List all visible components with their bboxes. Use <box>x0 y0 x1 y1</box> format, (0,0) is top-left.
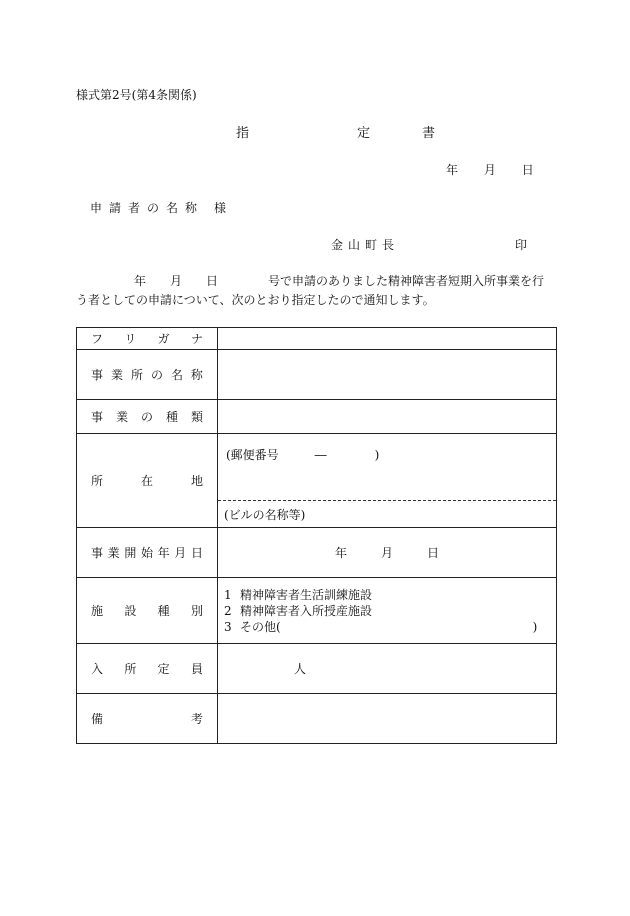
building-label: (ビルの名称等) <box>224 507 306 522</box>
label-char: 称 <box>190 368 203 382</box>
start-date-value[interactable] <box>218 528 557 578</box>
table-row <box>77 400 557 434</box>
label-char: 員 <box>190 662 203 676</box>
address-upper[interactable] <box>218 434 556 501</box>
table-row <box>77 528 557 578</box>
label-char: 別 <box>190 604 203 618</box>
furigana-value[interactable] <box>218 328 557 350</box>
label-char: 月 <box>174 546 187 560</box>
start-month: 月 <box>380 546 393 560</box>
address-value <box>218 434 557 528</box>
date-month: 月 <box>483 163 496 177</box>
label-char: 始 <box>140 546 153 560</box>
applicant-line <box>90 199 226 216</box>
label-char: 施 <box>91 604 104 618</box>
title-char: 指 <box>236 126 250 141</box>
label-char: 年 <box>157 546 170 560</box>
table-row <box>77 578 557 644</box>
facility-option[interactable] <box>224 619 556 635</box>
designation-table <box>76 327 557 744</box>
label-char: 業 <box>110 368 123 382</box>
remarks-label-cell <box>77 694 218 744</box>
address-label <box>77 472 217 489</box>
label-char: の <box>140 410 153 424</box>
label-char: 種 <box>165 410 178 424</box>
option-text: その他( ) <box>240 619 538 634</box>
issuer: 金山町長 <box>331 238 400 252</box>
label-char: 所 <box>124 662 137 676</box>
option-number: 3 <box>224 619 232 634</box>
table-row <box>77 694 557 744</box>
furigana-label <box>77 330 217 347</box>
notice-body <box>76 272 556 310</box>
label-char: 名 <box>170 368 183 382</box>
label-char: フ <box>91 332 104 346</box>
type-value[interactable] <box>218 400 557 434</box>
label-char: 設 <box>124 604 137 618</box>
facility-option[interactable] <box>224 587 556 603</box>
body-text: 号で申請のありました精神障害者短期入所事業を行う者としての申請について、次のとおり指定したので通知します。 <box>76 274 545 307</box>
label-char: 事 <box>91 410 104 424</box>
type-label <box>77 408 217 425</box>
start-day: 日 <box>427 546 440 560</box>
label-char: 定 <box>157 662 170 676</box>
option-number: 1 <box>224 587 232 602</box>
label-char: 地 <box>190 474 203 488</box>
start-label-cell <box>77 528 218 578</box>
label-char: 種 <box>157 604 170 618</box>
option-text: 精神障害者入所授産施設 <box>240 603 373 618</box>
postal-code-field: (郵便番号 ― ) <box>226 448 380 462</box>
capacity-label-cell <box>77 644 218 694</box>
title-char: 書 <box>422 126 436 141</box>
name-label <box>77 366 217 383</box>
start-year: 年 <box>334 546 347 560</box>
option-number: 2 <box>224 603 232 618</box>
body-year: 年 <box>134 274 147 288</box>
title-char: 定 <box>357 126 371 141</box>
start-date-label <box>77 544 217 561</box>
label-char: の <box>150 368 163 382</box>
table-row <box>77 328 557 350</box>
building-field[interactable] <box>218 501 556 527</box>
table-row <box>77 350 557 400</box>
label-char: ナ <box>190 332 203 346</box>
honorific: 様 <box>214 201 227 215</box>
label-char: 入 <box>91 662 104 676</box>
date-year: 年 <box>446 163 459 177</box>
table-row <box>77 644 557 694</box>
option-text: 精神障害者生活訓練施設 <box>240 587 373 602</box>
seal-mark: 印 <box>515 238 528 252</box>
label-char: 所 <box>130 368 143 382</box>
table-row <box>77 434 557 528</box>
capacity-unit: 人 <box>294 662 307 676</box>
label-char: 日 <box>190 546 203 560</box>
label-char: 開 <box>124 546 137 560</box>
label-char: リ <box>124 332 137 346</box>
body-month: 月 <box>170 274 183 288</box>
date-day: 日 <box>521 163 534 177</box>
document-title <box>236 122 435 141</box>
body-day: 日 <box>206 274 219 288</box>
remarks-value[interactable] <box>218 694 557 744</box>
facility-label-cell <box>77 578 218 644</box>
type-label-cell <box>77 400 218 434</box>
label-char: 考 <box>190 712 203 726</box>
issue-date <box>446 161 534 178</box>
label-char: 類 <box>190 410 203 424</box>
furigana-label-cell <box>77 328 218 350</box>
label-char: 所 <box>91 474 104 488</box>
label-char: 事 <box>91 546 104 560</box>
label-char: 業 <box>107 546 120 560</box>
label-char: 事 <box>91 368 104 382</box>
label-char: ガ <box>157 332 170 346</box>
label-char: 備 <box>91 712 104 726</box>
facility-type-value <box>218 578 557 644</box>
facility-option[interactable] <box>224 603 556 619</box>
capacity-label <box>77 660 217 677</box>
label-char: 在 <box>140 474 153 488</box>
name-label-cell <box>77 350 218 400</box>
facility-type-label <box>77 602 217 619</box>
remarks-label <box>77 710 217 727</box>
name-value[interactable] <box>218 350 557 400</box>
label-char: 業 <box>115 410 128 424</box>
applicant-name-label: 申請者の名称 <box>90 201 205 215</box>
form-number: 様式第2号(第4条関係) <box>76 88 197 102</box>
capacity-value[interactable] <box>218 644 557 694</box>
address-label-cell <box>77 434 218 528</box>
